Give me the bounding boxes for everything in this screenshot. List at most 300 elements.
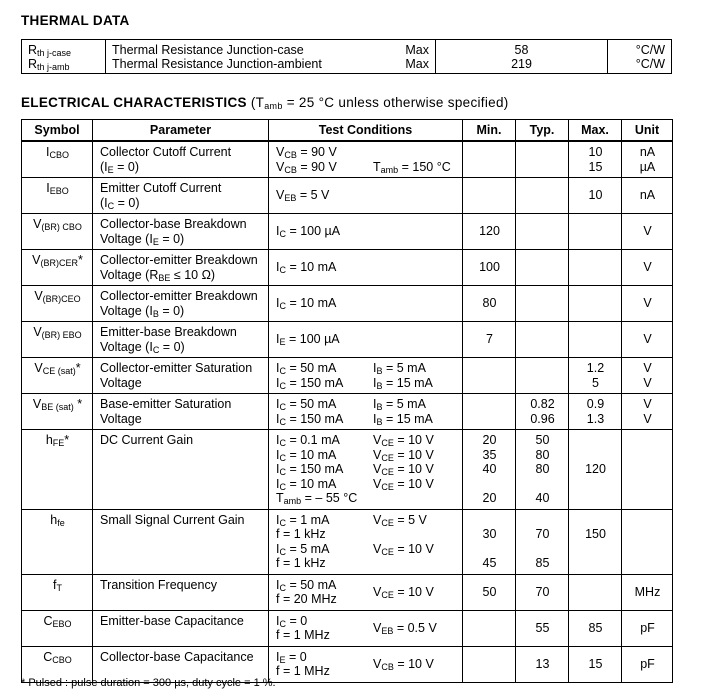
unit-cell xyxy=(608,40,672,74)
text: = 10 V xyxy=(393,541,434,556)
subscript: C xyxy=(279,301,286,312)
typ-value: 0.96 xyxy=(530,411,555,426)
header-symbol: Symbol xyxy=(22,120,93,142)
parameter-text xyxy=(100,232,184,246)
min-value: 40 xyxy=(482,462,497,476)
condition-a xyxy=(276,361,373,376)
max-cell xyxy=(569,646,622,682)
parameter-line xyxy=(100,412,262,427)
text: V xyxy=(276,188,285,203)
parameter-line xyxy=(100,614,262,629)
subscript: CE xyxy=(381,438,394,448)
parameter-cell xyxy=(93,250,269,286)
parameter-cell xyxy=(93,509,269,574)
condition-a xyxy=(276,491,373,506)
text: = 90 V xyxy=(296,159,337,174)
subscript: EB xyxy=(381,625,394,636)
parameter-cell xyxy=(93,141,269,178)
typ-cell xyxy=(516,430,569,510)
conditions xyxy=(276,332,456,347)
min-value: 35 xyxy=(482,447,497,462)
condition-lines xyxy=(276,433,434,506)
max-cell xyxy=(569,141,622,178)
min-cell xyxy=(463,430,516,510)
condition-lines xyxy=(276,614,373,643)
text: V xyxy=(276,145,285,159)
unit-value: nA xyxy=(639,188,656,203)
text: V xyxy=(373,541,382,556)
parameter-text xyxy=(100,268,215,282)
thermal-unit: °C/W xyxy=(635,42,665,57)
text: V xyxy=(32,253,41,267)
test-conditions-cell xyxy=(269,394,463,430)
condition-line xyxy=(276,527,434,542)
text: = 0) xyxy=(114,195,140,210)
symbol xyxy=(50,513,64,527)
subscript: E xyxy=(107,164,114,175)
condition xyxy=(276,448,336,462)
min-value xyxy=(470,542,509,557)
text: = 1 mA xyxy=(285,512,330,527)
text: I xyxy=(276,375,280,390)
text: f = 20 MHz xyxy=(276,592,337,606)
max-cell xyxy=(569,610,622,646)
min-value: 80 xyxy=(482,296,497,311)
condition-a xyxy=(276,224,373,239)
max-cell xyxy=(569,178,622,214)
symbol xyxy=(46,145,69,159)
text: = 15 mA xyxy=(382,411,433,426)
condition xyxy=(276,145,337,159)
condition xyxy=(276,628,330,642)
subscript: C xyxy=(279,402,286,412)
condition-line xyxy=(276,376,433,391)
text: V xyxy=(373,584,382,599)
max-value: 5 xyxy=(592,375,599,390)
condition-line xyxy=(276,433,434,448)
text: C xyxy=(43,613,53,628)
text: = 50 mA xyxy=(285,361,337,375)
min-cell xyxy=(463,214,516,250)
min-value: 20 xyxy=(482,433,497,447)
min-cell xyxy=(463,286,516,322)
typ-cell xyxy=(516,322,569,358)
unit-value: nA xyxy=(639,145,656,159)
conditions xyxy=(276,650,456,679)
text: (I xyxy=(100,195,108,210)
conditions xyxy=(276,578,456,607)
subscript: EB xyxy=(284,193,297,204)
subscript: E xyxy=(279,337,286,348)
subscript: CB xyxy=(284,150,297,160)
condition-b xyxy=(373,462,434,477)
text: = 5 V xyxy=(296,188,330,203)
parameter-text xyxy=(100,196,140,210)
symbol-cell xyxy=(22,610,93,646)
max-value: 0.9 xyxy=(586,397,605,411)
symbol xyxy=(46,433,69,447)
condition-lines xyxy=(276,145,451,174)
parameter-line xyxy=(100,376,262,391)
text: Voltage (R xyxy=(100,267,159,282)
unit-value: MHz xyxy=(634,584,661,599)
condition-b xyxy=(373,160,451,175)
thermal-data-table xyxy=(21,39,672,74)
max-cell xyxy=(569,509,622,574)
condition-a xyxy=(276,513,373,528)
text: h xyxy=(50,512,58,527)
text: Small Signal Current Gain xyxy=(100,512,245,527)
test-conditions-cell xyxy=(269,358,463,394)
conditions xyxy=(276,296,456,311)
condition-line xyxy=(276,556,434,571)
parameter-text xyxy=(100,325,237,339)
conditions xyxy=(276,614,456,643)
text: = 10 V xyxy=(393,447,434,462)
text: I xyxy=(276,433,280,447)
text: = 10 V xyxy=(393,656,434,671)
subscript: FE xyxy=(52,438,65,448)
text: = 0) xyxy=(159,339,185,354)
condition-b xyxy=(373,361,426,376)
unit-cell xyxy=(622,286,673,322)
condition xyxy=(276,160,337,174)
parameter-text xyxy=(100,340,185,354)
condition-a xyxy=(276,188,373,203)
text: V xyxy=(373,447,382,462)
parameter-line xyxy=(100,268,262,283)
parameter-line xyxy=(100,196,262,211)
unit-cell xyxy=(622,394,673,430)
condition xyxy=(373,621,437,635)
text: = 10 V xyxy=(393,462,434,476)
typ-value: 40 xyxy=(535,491,550,505)
text: = 100 µA xyxy=(285,224,341,239)
text: I xyxy=(276,649,280,664)
text: I xyxy=(373,375,377,390)
symbol xyxy=(33,217,82,231)
condition xyxy=(276,556,326,570)
parameter-line xyxy=(100,253,262,268)
text: = 10 mA xyxy=(285,296,337,311)
text: Transition Frequency xyxy=(100,577,217,592)
max-cell xyxy=(569,574,622,610)
subscript: CE xyxy=(381,589,394,600)
condition-b xyxy=(373,397,426,412)
text: f = 1 MHz xyxy=(276,664,330,678)
text: I xyxy=(373,397,377,411)
subscript: th j-amb xyxy=(37,61,70,72)
thermal-sym xyxy=(28,57,99,71)
symbol xyxy=(33,397,82,411)
text: = 10 mA xyxy=(285,260,337,275)
subscript: C xyxy=(279,366,286,376)
subscript: C xyxy=(279,481,286,492)
parameter-cell xyxy=(93,358,269,394)
header-typ: Typ. xyxy=(516,120,569,142)
unit-cell xyxy=(622,610,673,646)
electrical-title: ELECTRICAL CHARACTERISTICS xyxy=(21,95,247,110)
unit-value: µA xyxy=(639,159,656,174)
text: = 50 mA xyxy=(285,577,337,592)
text: I xyxy=(276,224,280,239)
typ-value: 0.82 xyxy=(530,397,555,411)
text: V xyxy=(373,512,382,527)
unit-value: V xyxy=(643,260,652,275)
parameter-text xyxy=(100,253,258,267)
condition xyxy=(276,542,329,556)
text: = 0) xyxy=(158,303,185,318)
table-row xyxy=(22,322,673,358)
subscript: B xyxy=(152,308,159,319)
symbol-cell xyxy=(22,250,93,286)
unit-cell xyxy=(622,141,673,178)
condition-b xyxy=(373,376,433,391)
text: * xyxy=(64,433,70,447)
text: Emitter Cutoff Current xyxy=(100,181,222,195)
typ-value xyxy=(523,477,562,492)
text: Collector-emitter Breakdown xyxy=(100,289,258,303)
condition xyxy=(276,296,336,310)
parameter-cell xyxy=(93,394,269,430)
text: R xyxy=(28,42,38,57)
parameter-cell xyxy=(93,430,269,510)
condition xyxy=(276,578,336,592)
text: T xyxy=(373,159,381,174)
text: Collector-base Capacitance xyxy=(100,649,254,664)
condition-a xyxy=(276,542,373,557)
text: Collector Cutoff Current xyxy=(100,145,232,159)
text: = 0.1 mA xyxy=(285,433,340,447)
condition xyxy=(276,477,336,491)
max-value: 1.3 xyxy=(586,411,605,426)
max-value: 150 xyxy=(585,527,606,541)
condition xyxy=(276,260,336,274)
max-cell xyxy=(569,214,622,250)
symbol-cell xyxy=(22,509,93,574)
condition-a xyxy=(276,628,373,643)
condition xyxy=(276,592,337,606)
text: = 90 V xyxy=(296,145,337,159)
symbol-cell xyxy=(22,394,93,430)
subscript: B xyxy=(376,402,383,412)
parameter-line xyxy=(100,433,262,448)
symbol xyxy=(46,181,69,195)
thermal-param: Thermal Resistance Junction-case xyxy=(112,42,304,57)
text: = 5 mA xyxy=(285,541,330,556)
text: = 10 mA xyxy=(285,447,337,462)
subscript: CE xyxy=(381,467,394,477)
typ-cell xyxy=(516,286,569,322)
min-cell xyxy=(463,250,516,286)
text: I xyxy=(276,411,280,426)
text: V xyxy=(373,462,382,476)
typ-value xyxy=(523,542,562,557)
condition-line xyxy=(276,361,433,376)
thermal-symbol xyxy=(28,57,70,71)
parameter-line xyxy=(100,145,262,160)
text: Voltage (I xyxy=(100,231,153,246)
max-cell xyxy=(569,430,622,510)
value-cell xyxy=(436,40,608,74)
condition xyxy=(276,224,340,238)
parameter-text xyxy=(100,614,244,628)
subscript: C xyxy=(279,380,286,391)
text: = – 55 °C xyxy=(301,491,358,505)
subscript: B xyxy=(376,366,383,376)
subscript: (BR) CBO xyxy=(41,222,82,232)
typ-value: 50 xyxy=(535,433,550,447)
electrical-characteristics-table xyxy=(21,119,673,683)
symbol-cell xyxy=(22,322,93,358)
subscript: fe xyxy=(57,517,65,528)
text: I xyxy=(276,577,280,592)
max-value xyxy=(576,556,615,571)
condition-lines xyxy=(276,397,433,426)
text: I xyxy=(276,260,280,275)
condition xyxy=(276,332,340,346)
text: = 150 mA xyxy=(285,462,344,476)
parameter-cell xyxy=(106,40,390,74)
header-max: Max. xyxy=(569,120,622,142)
subscript: T xyxy=(56,582,62,593)
conditions xyxy=(276,433,456,506)
text: = 150 °C xyxy=(398,159,451,174)
max-value: 15 xyxy=(588,159,603,174)
min-value: 20 xyxy=(482,491,497,505)
unit-cell xyxy=(622,574,673,610)
symbol-cell xyxy=(22,574,93,610)
subscript: CE (sat) xyxy=(42,366,76,376)
condition-b xyxy=(373,477,434,492)
test-conditions-cell xyxy=(269,214,463,250)
max-cell xyxy=(569,358,622,394)
condition-lines xyxy=(276,260,373,275)
condition-a xyxy=(276,462,373,477)
unit-value: V xyxy=(643,332,652,347)
text: = 10 V xyxy=(393,433,434,447)
condition-a xyxy=(276,412,373,427)
text: I xyxy=(276,476,280,491)
conditions xyxy=(276,145,456,174)
condition-a xyxy=(276,433,373,448)
text: I xyxy=(276,512,280,527)
typ-value xyxy=(523,513,562,528)
parameter-line xyxy=(100,181,262,196)
text: V xyxy=(373,433,382,447)
thermal-data-heading: THERMAL DATA xyxy=(21,13,130,28)
test-conditions-cell xyxy=(269,646,463,682)
max-value: 10 xyxy=(588,188,603,203)
subscript: EBO xyxy=(52,618,72,629)
text: I xyxy=(276,397,280,411)
text: = 5 mA xyxy=(382,361,426,375)
symbol-cell xyxy=(22,40,106,74)
typ-cell xyxy=(516,646,569,682)
text: Emitter-base Breakdown xyxy=(100,325,237,339)
unit-cell xyxy=(622,250,673,286)
text: V xyxy=(276,159,285,174)
typ-cell xyxy=(516,250,569,286)
text: I xyxy=(276,613,280,628)
symbol-cell xyxy=(22,141,93,178)
text: = 10 V xyxy=(393,476,434,491)
condition xyxy=(276,614,307,628)
parameter-line xyxy=(100,650,262,665)
min-value: 100 xyxy=(479,260,500,275)
parameter-line xyxy=(100,361,262,376)
typ-cell xyxy=(516,141,569,178)
subscript: CE xyxy=(381,481,394,492)
condition-lines xyxy=(276,361,433,390)
subscript: CE xyxy=(381,546,394,557)
subscript: th j-case xyxy=(37,47,72,58)
test-conditions-cell xyxy=(269,322,463,358)
min-cell xyxy=(463,178,516,214)
subscript: B xyxy=(376,416,383,427)
text: = 0) xyxy=(113,159,140,174)
symbol xyxy=(34,289,80,303)
min-value: 7 xyxy=(486,332,493,347)
subscript: E xyxy=(152,236,159,247)
condition xyxy=(276,462,343,476)
condition-a xyxy=(276,448,373,463)
text: I xyxy=(276,541,280,556)
subscript: amb xyxy=(380,164,399,175)
symbol-cell xyxy=(22,214,93,250)
condition-a xyxy=(276,650,373,665)
condition-line xyxy=(276,491,434,506)
unit-value: V xyxy=(643,375,652,390)
text: = 0 xyxy=(285,649,307,664)
unit-value: V xyxy=(643,224,652,239)
condition-lines xyxy=(276,578,373,607)
condition-lines xyxy=(276,224,373,239)
subscript: BE xyxy=(158,272,171,283)
text: (T xyxy=(250,95,265,110)
text: = 150 mA xyxy=(285,411,344,426)
subscript: E xyxy=(279,654,286,665)
test-conditions-cell xyxy=(269,250,463,286)
subscript: C xyxy=(279,517,286,528)
condition-a xyxy=(276,376,373,391)
typ-cell xyxy=(516,509,569,574)
condition-lines xyxy=(276,650,373,679)
symbol xyxy=(33,325,81,339)
symbol-cell xyxy=(22,286,93,322)
unit-cell xyxy=(622,358,673,394)
table-header-row xyxy=(22,120,673,142)
table-row xyxy=(22,394,673,430)
condition xyxy=(373,542,434,556)
condition xyxy=(276,527,326,541)
table-row xyxy=(22,610,673,646)
max-cell xyxy=(569,250,622,286)
min-value: 120 xyxy=(479,224,500,239)
typ-cell xyxy=(516,178,569,214)
limit-cell xyxy=(389,40,435,74)
test-conditions-cell xyxy=(269,178,463,214)
condition xyxy=(373,361,426,375)
text: = 10 mA xyxy=(285,476,337,491)
test-conditions-cell xyxy=(269,509,463,574)
text: I xyxy=(46,145,50,159)
subscript: CBO xyxy=(52,654,72,665)
min-value: 50 xyxy=(482,584,497,599)
max-value: 1.2 xyxy=(586,361,605,375)
parameter-text xyxy=(100,289,258,303)
condition xyxy=(373,462,434,476)
